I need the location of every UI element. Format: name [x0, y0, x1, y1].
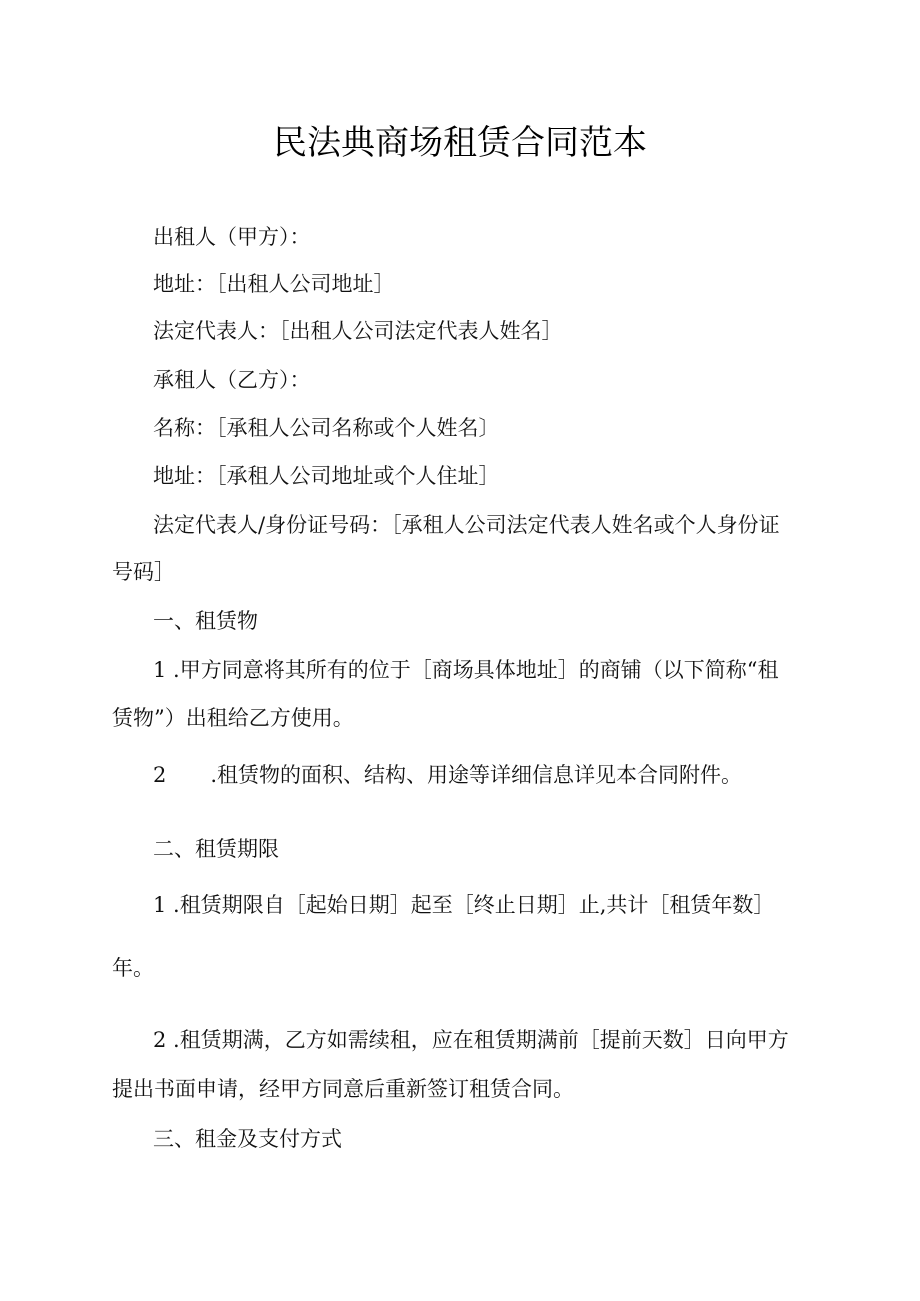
party-b-representative-line1: 法定代表人/身份证号码：［承租人公司法定代表人姓名或个人身份证	[153, 513, 780, 537]
party-b-representative-line2: 号码］	[112, 560, 175, 584]
section-3-heading: 三、租金及支付方式	[153, 1127, 342, 1151]
section-2-item-1-line2: 年。	[112, 956, 154, 980]
party-b-heading: 承租人（乙方）：	[153, 368, 311, 392]
section-2-heading: 二、租赁期限	[153, 837, 279, 861]
party-b-address: 地址：［承租人公司地址或个人住址］	[153, 464, 500, 488]
party-a-address: 地址：［出租人公司地址］	[153, 272, 395, 296]
party-a-representative: 法定代表人：［出租人公司法定代表人姓名］	[153, 319, 563, 343]
section-1-item-1-line1: 1 .甲方同意将其所有的位于［商场具体地址］的商铺（以下简称“租	[153, 658, 779, 682]
section-1-item-1-line2: 赁物”）出租给乙方使用。	[112, 706, 354, 730]
section-1-item-2	[153, 760, 742, 790]
section-1-item-2-number: 2	[153, 763, 167, 787]
section-2-item-2-line1: 2 .租赁期满，乙方如需续租，应在租赁期满前［提前天数］日向甲方	[153, 1028, 789, 1052]
party-a-heading: 出租人（甲方）：	[153, 225, 311, 249]
section-2-item-1-line1: 1 .租赁期限自［起始日期］起至［终止日期］止,共计［租赁年数］	[153, 893, 775, 917]
document-title: 民法典商场租赁合同范本	[273, 123, 647, 163]
party-b-name: 名称：［承租人公司名称或个人姓名〕	[153, 416, 500, 440]
section-1-heading: 一、租赁物	[153, 609, 258, 633]
section-2-item-2-line2: 提出书面申请，经甲方同意后重新签订租赁合同。	[112, 1077, 574, 1101]
section-1-item-2-text: .租赁物的面积、结构、用途等详细信息详见本合同附件。	[210, 763, 743, 787]
